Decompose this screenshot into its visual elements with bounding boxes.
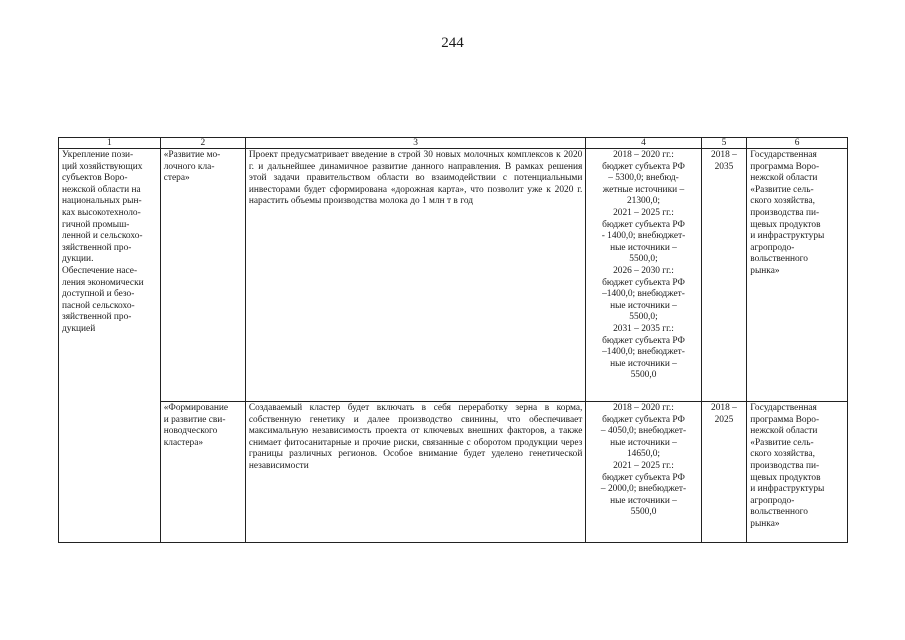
column-header-5: 5 xyxy=(701,138,747,149)
program-cell: Государственная программа Воро- нежской области «Развитие сель- ского хозяйства, производства пи- щевых продуктов и инфраструктуры агропродо- вольственного рынка» xyxy=(747,402,848,543)
funding-cell: 2018 – 2020 гг.: бюджет субъекта РФ – 4050,0; внебюджет- ные источники – 14650,0; 2021 – 2025 гг.: бюджет субъекта РФ – 2000,0; внебюджет- ные источники – 5500,0 xyxy=(586,402,701,543)
description-cell: Создаваемый кластер будет включать в себя переработку зерна в корма, собственную генетику и далее производство свинины, что обеспечивает максимальную независимость проекта от ключевых внешних факторов, а также снимает фитосанитарные и прочие риски, связанные с оборотом продукции через границы различных регионов. Особое внимание будет уделено генетической независимости xyxy=(245,402,586,543)
goal-cell: Укрепление пози- ций хозяйствующих субъектов Воро- нежской области на национальных рын- ках высокотехноло- гичной промыш- ленной и сельскохо- зяйственной про- дукции. Обеспечение насе- ления экономически доступной и безо- пасной сельскохо- зяйственной про- дукцией xyxy=(59,149,161,543)
column-header-2: 2 xyxy=(160,138,245,149)
column-header-4: 4 xyxy=(586,138,701,149)
table-row xyxy=(59,149,848,402)
description-cell: Проект предусматривает введение в строй 30 новых молочных комплексов к 2020 г. и дальнейшее динамичное развитие данного направления. В рамках решения этой задачи правительством области во взаимодействии с потенциальными инвесторами будет сформирована «дорожная карта», что позволит уже к 2020 г. нарастить объемы производства молока до 1 млн т в год xyxy=(245,149,586,402)
page-number: 244 xyxy=(441,35,464,51)
table-header-row xyxy=(59,138,848,149)
cluster-cell: «Формирование и развитие сви- новодческого кластера» xyxy=(160,402,245,543)
period-cell: 2018 – 2035 xyxy=(701,149,747,402)
program-cell: Государственная программа Воро- нежской области «Развитие сель- ского хозяйства, производства пи- щевых продуктов и инфраструктуры агропродо- вольственного рынка» xyxy=(747,149,848,402)
column-header-6: 6 xyxy=(747,138,848,149)
funding-cell: 2018 – 2020 гг.: бюджет субъекта РФ – 5300,0; внебюд- жетные источники – 21300,0; 2021 – 2025 гг.: бюджет субъекта РФ - 1400,0; внебюджет- ные источники – 5500,0; 2026 – 2030 гг.: бюджет субъекта РФ –1400,0; внебюджет- ные источники – 5500,0; 2031 – 2035 гг.: бюджет субъекта РФ –1400,0; внебюджет- ные источники – 5500,0 xyxy=(586,149,701,402)
period-cell: 2018 – 2025 xyxy=(701,402,747,543)
table-row xyxy=(59,402,848,543)
measures-table xyxy=(58,137,848,543)
cluster-cell: «Развитие мо- лочного кла- стера» xyxy=(160,149,245,402)
column-header-1: 1 xyxy=(59,138,161,149)
column-header-3: 3 xyxy=(245,138,586,149)
